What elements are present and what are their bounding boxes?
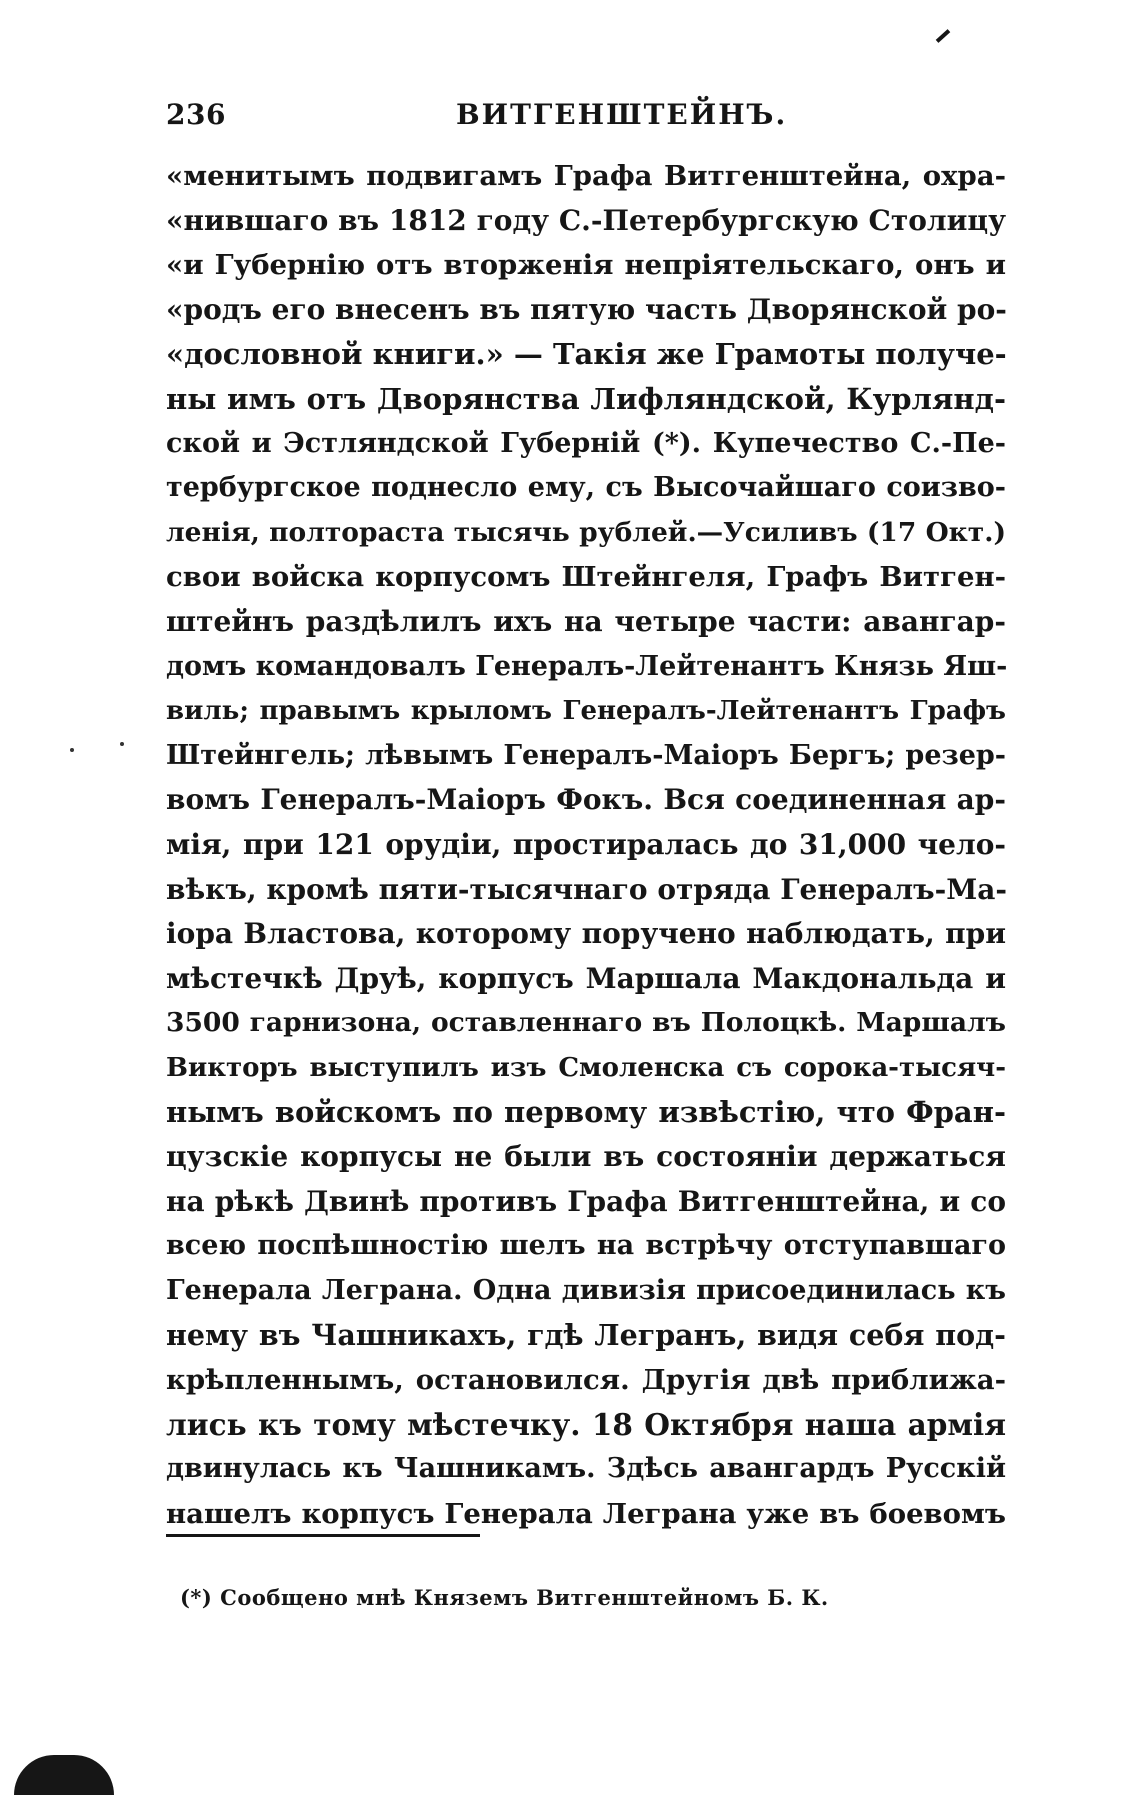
text-line: виль; правымъ крыломъ Генералъ-Лейтенантъ Графъ — [166, 696, 1006, 727]
text-line: ленія, полтораста тысячь рублей.—Усиливъ (17 Окт.) — [166, 516, 1006, 548]
footnote: (*) Сообщено мнѣ Княземъ Витгенштейномъ Б. К. — [180, 1585, 829, 1610]
text-line: «родъ его внесенъ въ пятую часть Дворянской ро- — [166, 292, 1007, 326]
text-line: «нившаго въ 1812 году С.-Петербургскую Столицу — [166, 203, 1006, 237]
text-line: «и Губернію отъ вторженія непріятельскаго, онъ и — [166, 249, 1006, 282]
ink-mark — [936, 29, 951, 43]
text-line: іора Властова, которому поручено наблюдать, при — [166, 917, 1006, 951]
text-line: «менитымъ подвигамъ Графа Витгенштейна, охра- — [166, 160, 1006, 192]
body-text — [166, 154, 1006, 1536]
ink-speck — [120, 742, 124, 746]
footnote-rule — [166, 1534, 480, 1537]
text-line: домъ командовалъ Генералъ-Лейтенантъ Князь Яш- — [166, 650, 1008, 682]
text-line: вѣкъ, кромѣ пяти-тысячнаго отряда Генералъ-Ма- — [166, 872, 1007, 906]
text-line: Генерала Леграна. Одна дивизія присоединилась къ — [166, 1274, 1006, 1306]
text-line: ской и Эстляндской Губерній (*). Купечество С.-Пе- — [166, 427, 1006, 459]
running-head: ВИТГЕНШТЕЙНЪ. — [456, 98, 788, 131]
text-line: штейнъ раздѣлилъ ихъ на четыре части: авангар- — [166, 604, 1006, 638]
text-line: крѣпленнымъ, остановился. Другія двѣ приближа- — [166, 1364, 1006, 1397]
text-line: нымъ войскомъ по первому извѣстію, что Фран- — [166, 1095, 1006, 1130]
ink-speck — [70, 748, 74, 752]
text-line: вомъ Генералъ-Маіоръ Фокъ. Вся соединенная ар- — [166, 783, 1006, 817]
page-number: 236 — [166, 98, 226, 131]
text-line: лись къ тому мѣстечку. 18 Октября наша армія — [166, 1406, 1006, 1442]
text-line: Викторъ выступилъ изъ Смоленска съ сорока-тысяч- — [166, 1052, 1006, 1083]
text-line: «дословной книги.» — Такія же Грамоты получе- — [166, 337, 1007, 372]
text-line: на рѣкѣ Двинѣ противъ Графа Витгенштейна, и со — [166, 1184, 1006, 1218]
text-line: ны имъ отъ Дворянства Лифляндской, Курлянд- — [166, 381, 1006, 416]
text-line: цузскіе корпусы не были въ состояніи держаться — [166, 1140, 1006, 1174]
page-header — [166, 98, 1006, 138]
text-line: двинулась къ Чашникамъ. Здѣсь авангардъ Русскій — [166, 1453, 1006, 1485]
text-line: 3500 гарнизона, оставленнаго въ Полоцкѣ. Маршалъ — [166, 1007, 1006, 1039]
ink-blot — [14, 1755, 114, 1795]
text-line: тербургское поднесло ему, съ Высочайшаго соизво- — [166, 472, 1006, 504]
text-line: нему въ Чашникахъ, гдѣ Легранъ, видя себя под- — [166, 1318, 1006, 1353]
text-line: свои войска корпусомъ Штейнгеля, Графъ Витген- — [166, 561, 1006, 594]
text-line: мія, при 121 орудіи, простиралась до 31,000 чело- — [166, 827, 1006, 861]
text-line: мѣстечкѣ Друѣ, корпусъ Маршала Макдональда и — [166, 961, 1006, 995]
text-line: всею поспѣшностію шелъ на встрѣчу отступавшаго — [166, 1230, 1006, 1262]
text-line: нашелъ корпусъ Генерала Леграна уже въ боевомъ — [166, 1497, 1006, 1530]
text-line: Штейнгель; лѣвымъ Генералъ-Маіоръ Бергъ; резер- — [166, 739, 1006, 771]
